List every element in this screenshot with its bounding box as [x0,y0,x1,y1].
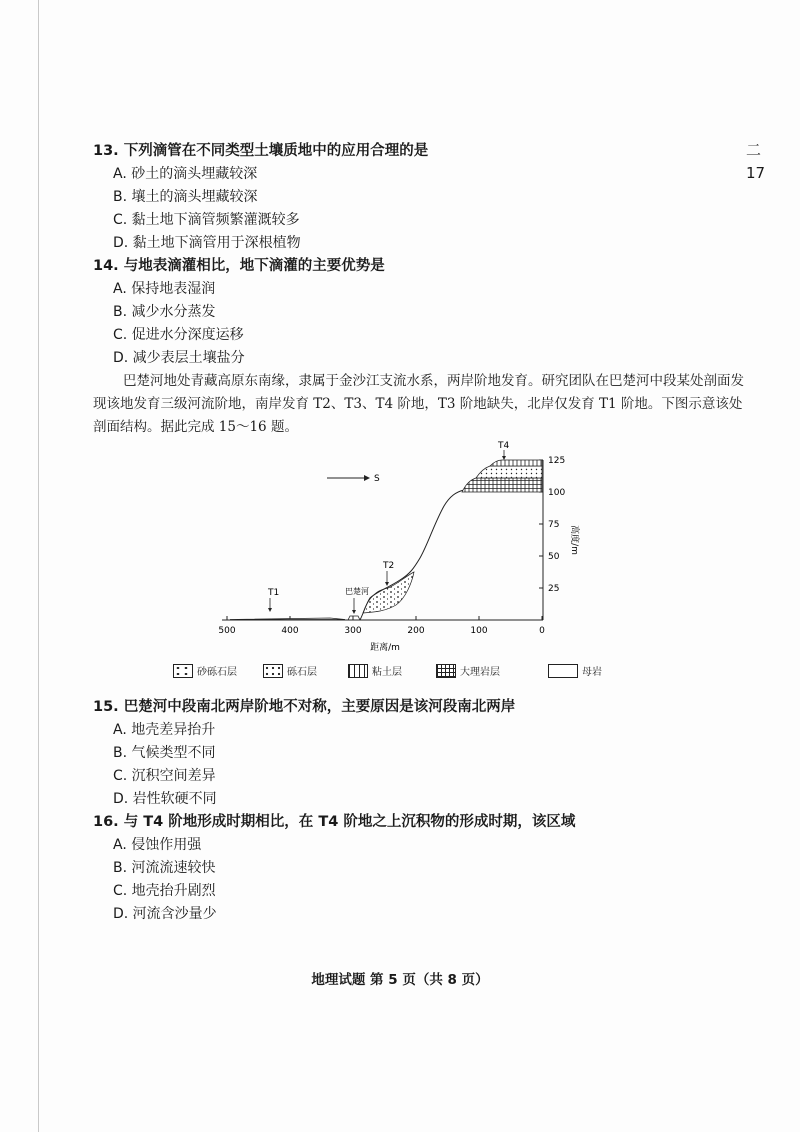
x-tick-500: 500 [218,626,236,636]
passage-line-2: 楚河中段某处剖面发现该地发育三级河流阶地，南岸发育 T2、T3、T4 阶地，T3 阶地缺失， [93,373,744,412]
x-tick-100: 100 [470,626,488,636]
passage [93,370,753,439]
q15-option-b: B. 气候类型不同 [113,745,216,761]
legend-item-gravel [263,663,317,678]
t4-marble-layer [462,478,542,492]
t4-label: T4 [498,441,510,451]
swatch-marble [436,664,456,678]
side-mark-number: 17 [746,164,766,182]
legend-item-marble [436,663,500,678]
legend-item-bedrock [548,663,602,678]
q15-option-c: C. 沉积空间差异 [113,768,216,784]
q13-stem: 13. 下列滴管在不同类型土壤质地中的应用合理的是 [93,143,429,159]
south-bank-profile [345,490,470,620]
binding-line [38,0,39,1132]
q16-option-d: D. 河流含沙量少 [113,906,217,922]
y-axis-label: 高度/m [569,525,579,555]
x-tick-200: 200 [407,626,425,636]
passage-line-3: 北岸仅发育 T1 阶地。下图示意该处剖面结构。据此完成 15～16 题。 [93,396,743,435]
t1-label: T1 [268,588,280,598]
legend-label-marble: 大理岩层 [460,667,500,678]
side-mark-char: 二 [746,141,762,159]
legend-item-sandgravel [173,663,237,678]
x-axis-label: 距离/m [370,643,400,653]
q16-stem: 16. 与 T4 阶地形成时期相比，在 T4 阶地之上沉积物的形成时期，该区域 [93,814,576,830]
swatch-bedrock [548,664,578,678]
q14-option-b: B. 减少水分蒸发 [113,304,216,320]
q15-option-d: D. 岩性软硬不同 [113,791,217,807]
page-footer: 地理试题 第 5 页（共 8 页） [311,972,489,988]
river-label: 巴楚河 [345,587,369,596]
y-tick-50: 50 [548,552,560,562]
q15-option-a: A. 地壳差异抬升 [113,722,216,738]
legend-label-clay: 粘土层 [372,667,402,678]
q16-option-b: B. 河流流速较快 [113,860,216,876]
q16-option-a: A. 侵蚀作用强 [113,837,202,853]
swatch-gravel [263,664,283,678]
passage-line-1: 巴楚河地处青藏高原东南缘，隶属于金沙江支流水系，两岸阶地发育。研究团队在巴 [123,373,623,389]
swatch-sandgravel [173,664,193,678]
q15-stem: 15. 巴楚河中段南北两岸阶地不对称，主要原因是该河段南北两岸 [93,699,516,715]
direction-arrow [327,474,380,484]
y-tick-75: 75 [548,520,560,530]
t2-label: T2 [383,561,395,571]
legend-label-sandgravel: 砂砾石层 [197,667,237,678]
direction-label: S [374,474,380,484]
figure-legend [173,663,623,685]
q13-option-b: B. 壤土的滴头埋藏较深 [113,189,258,205]
x-tick-400: 400 [281,626,299,636]
q14-stem: 14. 与地表滴灌相比，地下滴灌的主要优势是 [93,258,385,274]
q14-option-a: A. 保持地表湿润 [113,281,216,297]
q13-option-d: D. 黏土地下滴管用于深根植物 [113,235,301,251]
y-tick-125: 125 [548,456,566,466]
x-tick-0: 0 [539,626,545,636]
legend-item-clay [348,663,402,678]
x-tick-300: 300 [344,626,362,636]
q13-option-a: A. 砂土的滴头埋藏较深 [113,166,258,182]
q14-option-c: C. 促进水分深度运移 [113,327,244,343]
legend-label-gravel: 砾石层 [287,667,317,678]
t1-deposit [230,618,345,620]
y-tick-25: 25 [548,584,560,594]
q14-option-d: D. 减少表层土壤盐分 [113,350,245,366]
t2-deposit [363,572,414,613]
legend-label-bedrock: 母岩 [582,667,602,678]
q13-option-c: C. 黏土地下滴管频繁灌溉较多 [113,212,300,228]
t4-gravel-layer [476,466,542,478]
t4-clay-layer [490,460,542,466]
river-channel [348,616,360,620]
y-tick-100: 100 [548,488,566,498]
q16-option-c: C. 地壳抬升剧烈 [113,883,216,899]
swatch-clay [348,664,368,678]
cross-section-figure [200,440,600,660]
